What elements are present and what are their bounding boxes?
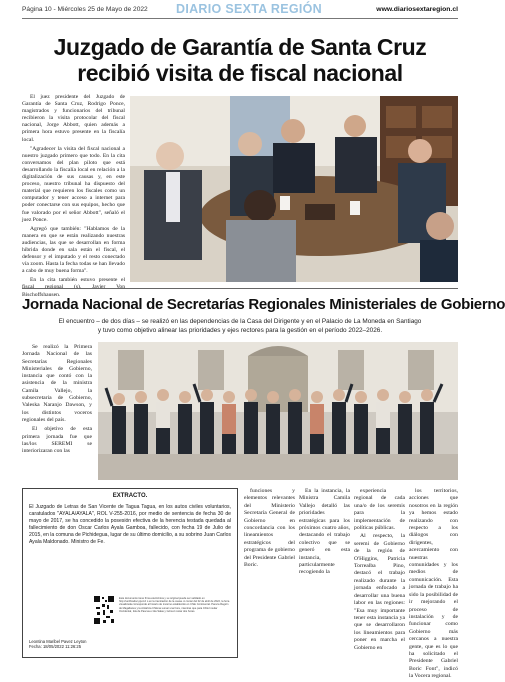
- section-divider: [22, 288, 458, 289]
- signed-date: Fecha: 18/05/2022 11:26:25: [29, 644, 82, 650]
- story2-subtitle-line2: y tuvo como objetivo alinear las prioridades y ejes rectores para la gestión en el período 2022–2026.: [97, 326, 383, 334]
- story1-body: [22, 94, 125, 301]
- story1-paragraph: En la cita también estuvo presente el fiscal regional (s), Javier Von Bischoffshausen.: [22, 277, 125, 298]
- story2-column-3: [354, 488, 405, 653]
- story2-column-1: [244, 488, 295, 570]
- story2-paragraph: experiencia regional de cada una/o de los seremis para la implementación de políticas públicas.: [354, 488, 405, 532]
- story2-column-4: [409, 488, 458, 682]
- story2-paragraph: funciones y elementos relevantes del Ministerio Secretaría General de Gobierno en concordancia con los lineamientos estratégicos del programa de gobierno del Presidente Gabriel Boric.: [244, 488, 295, 569]
- legal-notice-signature: [29, 639, 87, 650]
- qr-code-icon: [93, 595, 115, 625]
- story1-headline: [22, 34, 458, 86]
- website-url[interactable]: www.diariosextaregion.cl: [376, 6, 458, 13]
- newspaper-name: DIARIO SEXTA REGIÓN: [176, 2, 322, 16]
- signer-name: Leontina Maribel Pavez Leyton: [29, 639, 87, 644]
- legal-notice: [22, 488, 238, 658]
- story1-paragraph: El juez presidente del Juzgado de Garantía de Santa Cruz, Rodrigo Ponce, magistrados y funcionarios del tribunal recibieron la visita protocolar del fiscal nacional, Jorge Abbott, quien además a primera hora estuvo presente en la fiscalía local.: [22, 94, 125, 143]
- story2-intro: [22, 344, 92, 457]
- legal-notice-title: EXTRACTO.: [112, 493, 148, 499]
- story2-column-2: [299, 488, 350, 578]
- story1-headline-line2: recibió visita de fiscal nacional: [77, 60, 403, 86]
- group-photo-illustration: [98, 342, 458, 480]
- page-date: Página 10 - Miércoles 25 de Mayo de 2022: [22, 6, 148, 13]
- meeting-photo: [130, 96, 458, 282]
- masthead: [0, 0, 480, 26]
- story2-intro-paragraph: El objetivo de esta primera jornada fue que las/los SEREMI se interiorizaran con las: [22, 426, 92, 455]
- group-photo: [98, 342, 458, 480]
- story1-headline-line1: Juzgado de Garantía de Santa Cruz: [53, 34, 427, 60]
- story1-paragraph: Agregó que también: "Hablamos de la manera en que se están realizando nuestras audiencias, las que se desarrollan en forma híbrida donde en sala están el fiscal, el defensor y el imputado y el resto conectado vía zoom. Hasta la fecha todas se han llevado a cabo de muy buena forma".: [22, 225, 125, 275]
- story2-subtitle: [40, 318, 440, 335]
- story2-paragraph: Al respecto, la seremi de Gobierno de la región de O'Higgins, Patricia Torrealba Pino, destacó el trabajo realizado durante la jornada enfocado a desarrollar una buena labor en las regiones: "Esa muy importante tener esta instancia ya que se desarrollaron los lineamientos para poner en marcha el Gobierno en: [354, 533, 405, 651]
- legal-notice-body: El Juzgado de Letras de San Vicente de Tagua Tagua, en los autos civiles voluntarios, caratulados "AYALA/AYALA", ROL V-255-2016, por medio de sentencia de fecha 30 de mayo de 2017, se ha concedido la posesión efectiva de la herencia testada quedada al fallecimiento de don Oscar Carlos Ayala Gamboa, fallecido, con fecha 19 de Julio de 2015, en la comuna de Pichidegua, lugar de su último domicilio, a su sobrino Juan Carlos Ayala Maldonado. Ministro de Fe.: [29, 504, 231, 546]
- masthead-rule: [22, 18, 458, 19]
- story2-headline: Jornada Nacional de Secretarías Regionales Ministeriales de Gobierno: [22, 296, 505, 313]
- story2-intro-paragraph: Se realizó la Primera Jornada Nacional de las Secretarías Regionales Ministeriales de Gobierno, instancia que contó con la asistencia de la ministra Camila Vallejo, la subsecretaria de Gobierno, Valeska Naranjo Dawson, y los distintos voceros regionales del país.: [22, 344, 92, 423]
- legal-notice-fine-print: Este documento tiene firma electrónica y su original puede ser validado en http://verificadoc.pjud.cl o en la tramitación de la causa. A contar del 02 de abril de 2022, la hora visualizada corresponde al horario de invierno establecido en Chile Continental. Para la Región de Magallanes y la Antártica Chilena sumar una hora, mientras que para Chile Insular Occidental, Isla de Pascua e Isla Salas y Gómez restar dos horas.: [119, 597, 230, 613]
- story2-paragraph: En la instancia, la Ministra Camila Vallejo detalló las prioridades estratégicas para los próximos cuatro años, destacando el trabajo colectivo que se generó en esta instancia, particularmente recogiendo la: [299, 488, 350, 576]
- meeting-photo-illustration: [130, 96, 458, 282]
- story2-paragraph: los territorios, acciones que nosotros en la región ya hemos estado realizando con respecto a los diálogos con dirigentes, acercamiento con nuestras comunidades y los medios de comunicación. Esta jornada de trabajo ha sido la posibilidad de ir mejorando el proceso de instalación y de funcionar como Gobierno más cercanos a nuestra gente, que es lo que ha solicitado el Presidente Gabriel Boric Font", indicó la Vocera regional.: [409, 488, 458, 680]
- story1-paragraph: "Agradecer la visita del fiscal nacional a nuestro juzgado primero que todo. En la cita conversamos del plan piloto que está desarrollando la fiscalía local en relación a la digitalización de sus causas y, en este proceso, nuestro tribunal ha dispuesto del material que requieren los fiscales como un computador y tener acceso a internet para poder conectarse con sus equipos, hecho que fue valorado por el señor Abbott", señaló el juez Ponce.: [22, 145, 125, 223]
- story2-subtitle-line1: El encuentro – de dos días – se realizó en las dependencias de la Casa del Dirigente y en el Palacio de La Moneda en Santiago: [58, 318, 422, 325]
